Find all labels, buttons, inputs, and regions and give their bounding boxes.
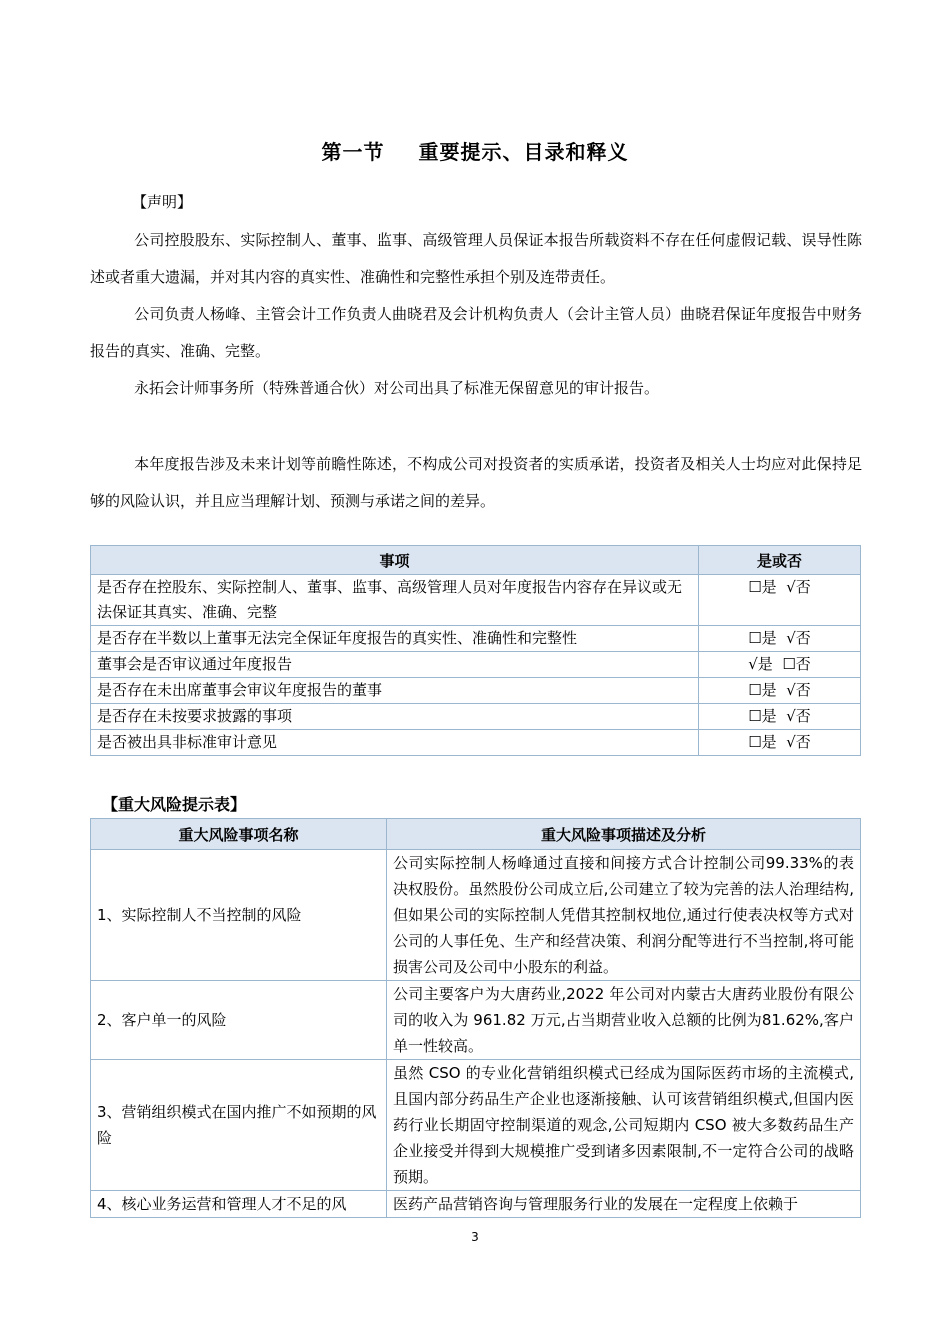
table-header-row: [91, 819, 861, 850]
table-row: [91, 730, 861, 756]
table-cell-question: 是否存在半数以上董事无法完全保证年度报告的真实性、准确性和完整性: [91, 626, 699, 652]
risk-name: 3、营销组织模式在国内推广不如预期的风险: [91, 1060, 387, 1191]
statement-paragraph-4: 本年度报告涉及未来计划等前瞻性陈述，不构成公司对投资者的实质承诺，投资者及相关人士均应对此保持足够的风险认识，并且应当理解计划、预测与承诺之间的差异。: [90, 455, 862, 510]
statement-label: 【声明】: [132, 193, 193, 211]
table-row: [91, 678, 861, 704]
table-cell-answer: √是 ☐否: [699, 652, 861, 678]
table-row: [91, 626, 861, 652]
statement-table: [90, 545, 861, 756]
table-cell-question: 是否存在未出席董事会审议年度报告的董事: [91, 678, 699, 704]
table-cell-question: 董事会是否审议通过年度报告: [91, 652, 699, 678]
risk-description: 公司主要客户为大唐药业,2022 年公司对内蒙古大唐药业股份有限公司的收入为 961.82 万元,占当期营业收入总额的比例为81.62%,客户单一性较高。: [387, 981, 861, 1060]
statement-paragraph-2: 公司负责人杨峰、主管会计工作负责人曲晓君及会计机构负责人（会计主管人员）曲晓君保证年度报告中财务报告的真实、准确、完整。: [90, 305, 862, 360]
page-title: [0, 136, 950, 165]
risk-name: 1、实际控制人不当控制的风险: [91, 850, 387, 981]
risk-description: 公司实际控制人杨峰通过直接和间接方式合计控制公司99.33%的表决权股份。虽然股份公司成立后,公司建立了较为完善的法人治理结构,但如果公司的实际控制人凭借其控制权地位,通过行使表决权等方式对公司的人事任免、生产和经营决策、利润分配等进行不当控制,将可能损害公司及公司中小股东的利益。: [387, 850, 861, 981]
table-header: 是或否: [699, 546, 861, 575]
table-header: 重大风险事项名称: [91, 819, 387, 850]
statement-paragraph-1: 公司控股股东、实际控制人、董事、监事、高级管理人员保证本报告所载资料不存在任何虚假记载、误导性陈述或者重大遗漏，并对其内容的真实性、准确性和完整性承担个别及连带责任。: [90, 231, 862, 286]
section-number: 第一节: [321, 140, 385, 164]
risk-description: 虽然 CSO 的专业化营销组织模式已经成为国际医药市场的主流模式,且国内部分药品生产企业也逐渐接触、认可该营销组织模式,但国内医药行业长期固守控制渠道的观念,公司短期内 CSO 被大多数药品生产企业接受并得到大规模推广受到诸多因素限制,不一定符合公司的战略预期。: [387, 1060, 861, 1191]
table-header: 重大风险事项描述及分析: [387, 819, 861, 850]
table-cell-question: 是否存在未按要求披露的事项: [91, 704, 699, 730]
table-cell-answer: ☐是 √否: [699, 626, 861, 652]
table-cell-question: 是否被出具非标准审计意见: [91, 730, 699, 756]
table-row: [91, 1060, 861, 1191]
risk-table: [90, 818, 861, 1218]
table-row: [91, 652, 861, 678]
risk-name: 4、核心业务运营和管理人才不足的风: [91, 1191, 387, 1218]
table-row: [91, 704, 861, 730]
table-header-row: [91, 546, 861, 575]
statement-paragraph-3: 永拓会计师事务所（特殊普通合伙）对公司出具了标准无保留意见的审计报告。: [134, 379, 660, 397]
table-cell-answer: ☐是 √否: [699, 730, 861, 756]
risk-table-heading: 【重大风险提示表】: [102, 795, 247, 814]
table-cell-answer: ☐是 √否: [699, 575, 861, 626]
table-cell-question: 是否存在控股东、实际控制人、董事、监事、高级管理人员对年度报告内容存在异议或无法保证其真实、准确、完整: [91, 575, 699, 626]
risk-name: 2、客户单一的风险: [91, 981, 387, 1060]
table-cell-answer: ☐是 √否: [699, 678, 861, 704]
section-title: 重要提示、目录和释义: [418, 140, 629, 164]
risk-description: 医药产品营销咨询与管理服务行业的发展在一定程度上依赖于: [387, 1191, 861, 1218]
table-row: [91, 1191, 861, 1218]
table-header: 事项: [91, 546, 699, 575]
table-row: [91, 981, 861, 1060]
table-row: [91, 850, 861, 981]
page-number: 3: [471, 1230, 479, 1244]
table-cell-answer: ☐是 √否: [699, 704, 861, 730]
table-row: [91, 575, 861, 626]
